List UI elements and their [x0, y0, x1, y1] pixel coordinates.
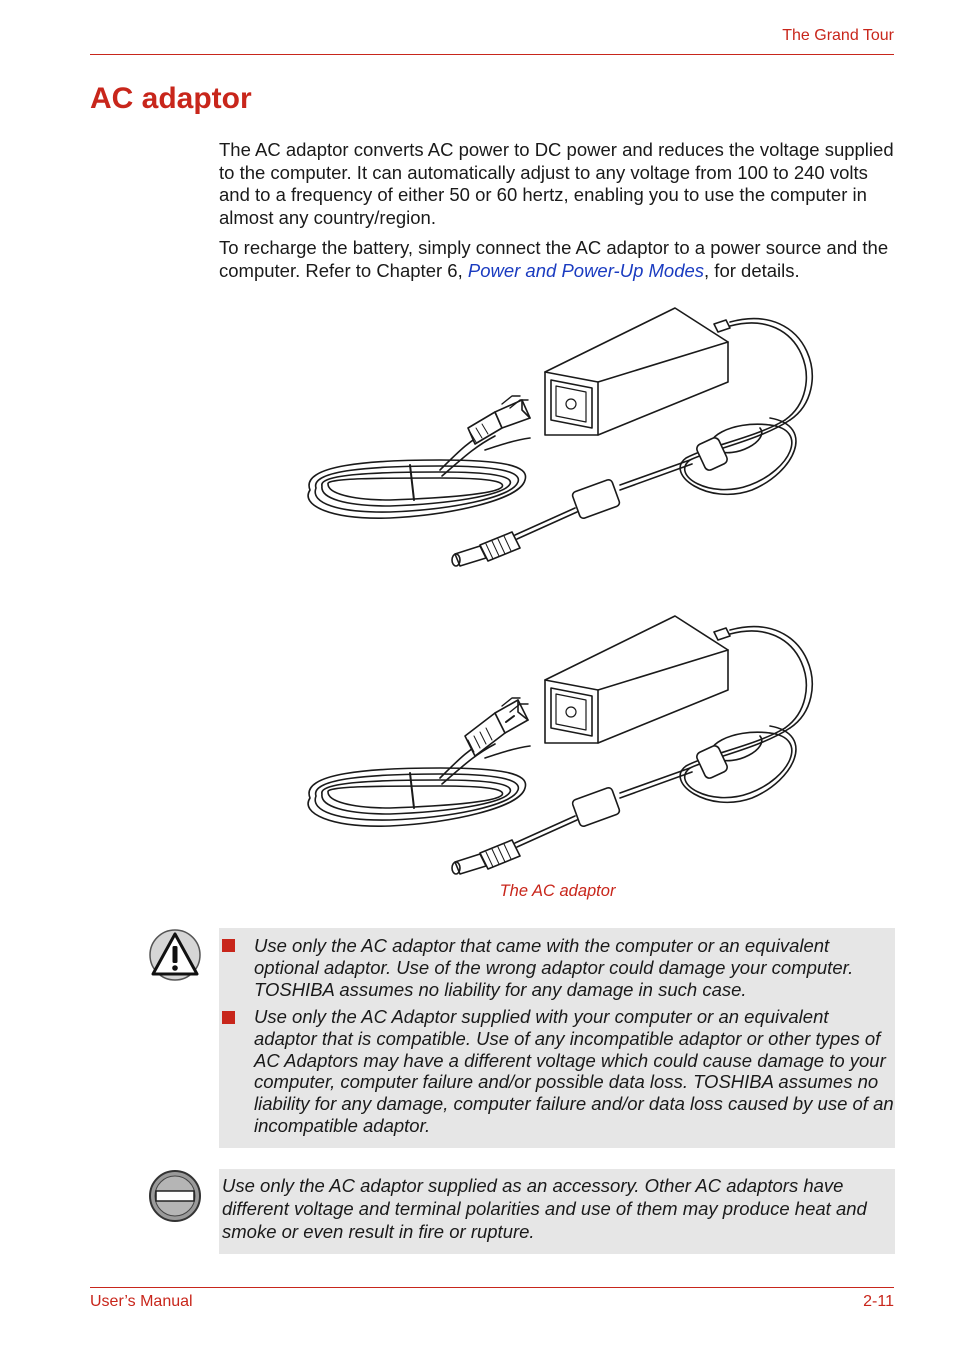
prohibition-icon: [148, 1169, 202, 1223]
intro-paragraph: The AC adaptor converts AC power to DC power and reduces the voltage supplied to the computer. It can automatically adjust to any voltage from 100 to 240 volts and to a frequency of either 50 or 60 hertz, enabling you to use the computer in almost any country/region.: [219, 139, 894, 228]
recharge-text-end: , for details.: [704, 259, 800, 281]
warning-triangle-icon: [148, 928, 202, 982]
page-title: AC adaptor: [90, 82, 252, 115]
caution-item: Use only the AC Adaptor supplied with your computer or an equivalent adaptor that is compatible. Use of any incompatible adaptor or other types of AC Adaptors may have a different voltage which could cause damage to your computer, computer failure and/or possible data loss. TOSHIBA assumes no liability for any damage, computer failure and/or data loss caused by use of an incompatible adaptor.: [254, 1006, 894, 1136]
note-box: [219, 1169, 895, 1254]
ac-adaptor-illustration-1: [290, 300, 820, 570]
footer-rule: [90, 1287, 894, 1288]
footer-manual-title: User’s Manual: [90, 1293, 193, 1310]
recharge-text-start: To recharge the battery, simply connect the AC adaptor to a power source and the computer. Refer to Chapter 6,: [219, 237, 889, 281]
caution-item: Use only the AC adaptor that came with the computer or an equivalent optional adaptor. Use of the wrong adaptor could damage your computer. TOSHIBA assumes no liability for any damage in such case.: [254, 935, 854, 1000]
bullet-marker: [222, 939, 235, 952]
figure-caption: The AC adaptor: [499, 882, 616, 900]
header-title: The Grand Tour: [782, 27, 894, 44]
bullet-marker: [222, 1011, 235, 1024]
recharge-paragraph: [219, 237, 899, 282]
ac-adaptor-illustration-2: [290, 608, 820, 878]
note-text: Use only the AC adaptor supplied as an accessory. Other AC adaptors have different voltage and terminal polarities and use of them may produce heat and smoke or even result in fire or rupture.: [222, 1175, 867, 1242]
caution-box: [219, 928, 895, 1148]
power-modes-link[interactable]: Power and Power-Up Modes: [467, 259, 705, 281]
header-rule: [90, 54, 894, 55]
page-number: 2-11: [863, 1293, 894, 1310]
